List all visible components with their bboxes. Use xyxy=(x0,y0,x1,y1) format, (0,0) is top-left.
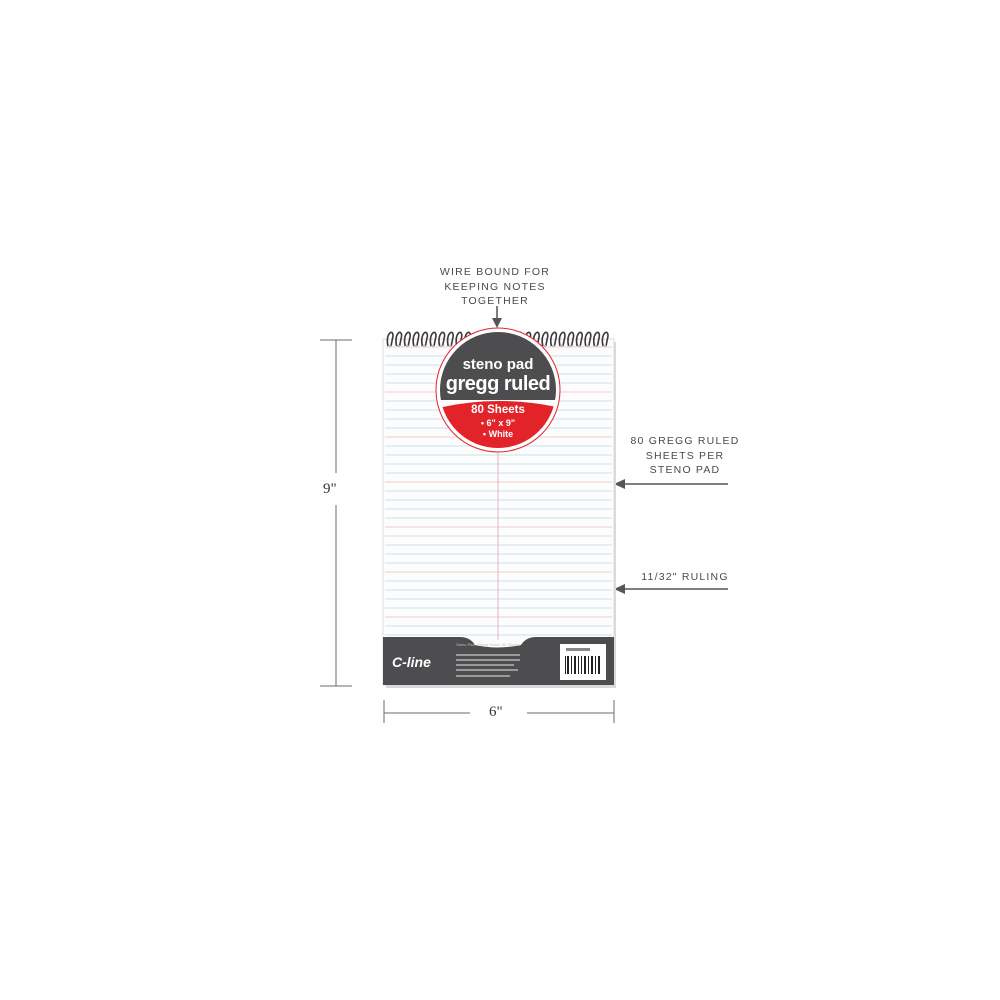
sheets-line-2: SHEETS PER xyxy=(645,449,725,462)
ruling-arrow xyxy=(614,584,728,594)
ruling-callout: 11/32" RULING xyxy=(641,571,729,583)
spiral-hole xyxy=(578,345,581,348)
spiral-hole xyxy=(415,345,418,348)
cover-size: • 6" x 9" xyxy=(480,418,516,428)
cover-steno-pad-label: steno pad xyxy=(462,356,534,373)
width-dimension-line xyxy=(384,700,614,723)
height-dimension-label: 9" xyxy=(323,481,337,497)
wire-bound-line-1: WIRE BOUND FOR xyxy=(439,266,551,278)
spiral-hole xyxy=(544,345,547,348)
cover-gregg-ruled-label: gregg ruled xyxy=(445,373,551,395)
back-cover-text: Steno Pad, Gregg Ruled, 80 Sheets xyxy=(456,642,520,647)
wire-bound-arrow xyxy=(492,306,502,328)
cover-sheet-count: 80 Sheets xyxy=(471,404,525,416)
spiral-hole xyxy=(440,345,443,348)
sheets-line-3: STENO PAD xyxy=(649,464,721,476)
sheets-arrow xyxy=(614,479,728,489)
spiral-hole xyxy=(604,345,607,348)
spiral-hole xyxy=(432,345,435,348)
spiral-hole xyxy=(449,345,452,348)
spiral-hole xyxy=(587,345,590,348)
cover-color: • White xyxy=(482,429,514,439)
sheets-line-1: 80 GREGG RULED xyxy=(630,435,740,447)
wire-bound-line-3: TOGETHER xyxy=(461,295,529,307)
spiral-hole xyxy=(569,345,572,348)
spiral-hole xyxy=(406,345,409,348)
height-dimension-line xyxy=(320,340,352,686)
c-line-logo xyxy=(392,654,431,670)
spiral-hole xyxy=(561,345,564,348)
spiral-hole xyxy=(595,345,598,348)
spiral-hole xyxy=(397,345,400,348)
spiral-hole xyxy=(552,345,555,348)
c-line-logo-text: C-line xyxy=(392,654,431,670)
width-dimension-label: 6" xyxy=(489,704,503,720)
spiral-hole xyxy=(389,345,392,348)
wire-bound-line-2: KEEPING NOTES xyxy=(444,280,546,293)
spiral-hole xyxy=(423,345,426,348)
